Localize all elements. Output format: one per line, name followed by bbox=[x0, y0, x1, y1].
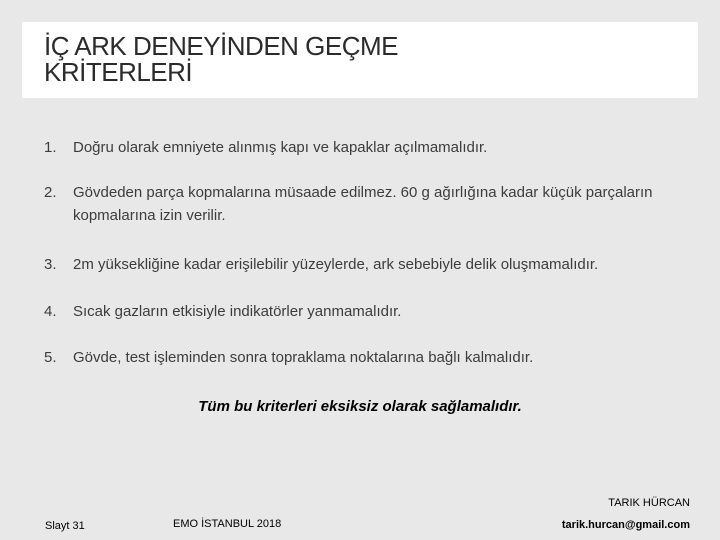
criteria-text: 2m yüksekliğine kadar erişilebilir yüzeylerde, ark sebebiyle delik oluşmamalıdır. bbox=[73, 256, 599, 273]
criteria-text: Gövde, test işleminden sonra topraklama noktalarına bağlı kalmalıdır. bbox=[73, 349, 534, 366]
footer-email: tarik.hurcan@gmail.com bbox=[561, 519, 690, 531]
title-box bbox=[22, 22, 698, 98]
criteria-number: 1. bbox=[44, 139, 57, 156]
criteria-text: Gövdeden parça kopmalarına müsaade edilmez. 60 g ağırlığına kadar küçük parçaların kopmalarına izin verilir. bbox=[73, 184, 653, 224]
criteria-text: Doğru olarak emniyete alınmış kapı ve kapaklar açılmamalıdır. bbox=[73, 139, 488, 156]
criteria-item-1 bbox=[44, 136, 684, 159]
criteria-number: 5. bbox=[44, 349, 57, 366]
criteria-item-4 bbox=[44, 300, 684, 323]
criteria-item-5 bbox=[44, 346, 684, 369]
slide-title-line-2: KRİTERLERİ bbox=[44, 57, 193, 87]
criteria-number: 2. bbox=[44, 184, 57, 201]
criteria-number: 3. bbox=[44, 256, 57, 273]
criteria-item-3 bbox=[44, 253, 684, 276]
criteria-item-2 bbox=[44, 181, 684, 227]
criteria-number: 4. bbox=[44, 303, 57, 320]
footer-author: TARIK HÜRCAN bbox=[608, 497, 690, 509]
footer-event: EMO İSTANBUL 2018 bbox=[173, 518, 282, 530]
criteria-text: Sıcak gazların etkisiyle indikatörler yanmamalıdır. bbox=[73, 303, 402, 320]
footer-slide-number: Slayt 31 bbox=[45, 520, 85, 532]
slide-title bbox=[44, 33, 398, 85]
conclusion-text: Tüm bu kriterleri eksiksiz olarak sağlamalıdır. bbox=[198, 398, 522, 415]
slide-title-line-1: İÇ ARK DENEYİNDEN GEÇME bbox=[44, 31, 399, 61]
